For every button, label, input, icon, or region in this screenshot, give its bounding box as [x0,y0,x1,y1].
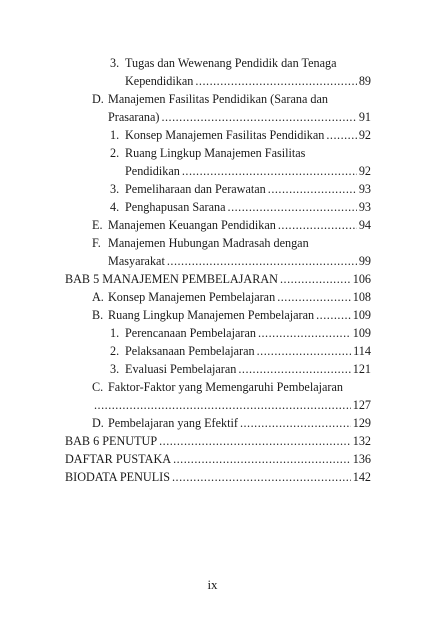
toc-entry [92,91,371,107]
leader-dots [240,415,351,431]
toc-entry-page: 92 [358,164,371,178]
toc-entry [92,217,371,233]
toc-entry [92,397,371,413]
leader-dots [258,325,351,341]
leader-dots [228,199,357,215]
toc-chapter [65,433,371,449]
toc-entry [92,289,371,305]
toc-entry-title: Faktor-Faktor yang Memengaruhi Pembelajaran [108,380,343,394]
toc-entry [110,145,371,161]
toc-chapter [65,469,371,485]
toc-entry [110,361,371,377]
toc-entry-title: Tugas dan Wewenang Pendidik dan Tenaga [125,56,337,70]
toc-entry-number: 4. [110,200,120,214]
toc-entry-page: 121 [352,362,371,376]
toc-entry-page: 91 [358,110,371,124]
toc-entry-number: B. [92,308,104,322]
toc-entry-page: 132 [352,434,371,448]
toc-entry-page: 129 [352,416,371,430]
toc-entry-title: Manajemen Fasilitas Pendidikan (Sarana dan [108,92,328,106]
toc-entry [125,163,371,179]
toc-entry-number: 3. [110,362,120,376]
toc-entry [110,343,371,359]
toc-entry [92,307,371,323]
leader-dots [195,73,356,89]
toc-entry-number: D. [92,92,104,106]
leader-dots [277,289,351,305]
toc-entry-number: 2. [110,146,120,160]
leader-dots [172,469,351,485]
toc-entry-title: BAB 5 MANAJEMEN PEMBELAJARAN [65,272,278,286]
toc-entry-page: 127 [352,398,371,412]
toc-entry-page: 93 [358,200,371,214]
toc-entry-number: 3. [110,182,120,196]
toc-entry-title: Perencanaan Pembelajaran [125,326,256,340]
toc-entry-number: 1. [110,128,120,142]
toc-entry-title: Pembelajaran yang Efektif [108,416,238,430]
toc-entry-number: D. [92,416,104,430]
toc-entry-number: 1. [110,326,120,340]
toc-entry-page: 106 [352,272,371,286]
toc-entry-number: A. [92,290,104,304]
toc-entry-title: Konsep Manajemen Fasilitas Pendidikan [125,128,325,142]
toc-entry-title: Evaluasi Pembelajaran [125,362,237,376]
page-number: ix [207,577,218,592]
toc-entry-page: 89 [358,74,371,88]
toc-entry-page: 93 [358,182,371,196]
toc-entry-title: Kependidikan [125,74,194,88]
toc-entry [125,73,371,89]
toc-entry-title: Pemeliharaan dan Perawatan [125,182,266,196]
toc-entry-title: BIODATA PENULIS [65,470,170,484]
leader-dots [326,127,356,143]
toc-chapter [65,271,371,287]
toc-entry-number: C. [92,380,104,394]
toc-entry [92,235,371,251]
toc-entry-title: Masyarakat [108,254,165,268]
leader-dots [278,217,357,233]
leader-dots [159,433,351,449]
toc-entry-title: Ruang Lingkup Manajemen Fasilitas [125,146,306,160]
leader-dots [182,163,357,179]
toc-entry-page: 142 [352,470,371,484]
toc-entry-number: F. [92,236,101,250]
toc-entry-title: Ruang Lingkup Manajemen Pembelajaran [108,308,315,322]
toc-entry-title: Konsep Manajemen Pembelajaran [108,290,276,304]
toc-entry-number: 3. [110,56,120,70]
toc-entry-page: 94 [358,218,371,232]
toc-entry-title: Manajemen Keuangan Pendidikan [108,218,276,232]
toc-entry-title: Manajemen Hubungan Madrasah dengan [108,236,309,250]
toc-entry-page: 114 [353,344,371,358]
toc-entry [110,127,371,143]
toc-entry-title: Penghapusan Sarana [125,200,226,214]
toc-entry [108,253,371,269]
leader-dots [167,253,357,269]
toc-entry-page: 136 [352,452,371,466]
toc-entry-title: Pendidikan [125,164,180,178]
toc-entry-page: 109 [352,308,371,322]
toc-entry-title: Pelaksanaan Pembelajaran [125,344,255,358]
leader-dots [94,397,351,413]
leader-dots [268,181,357,197]
toc-entry-number: E. [92,218,103,232]
toc-entry [110,199,371,215]
toc-entry-title: DAFTAR PUSTAKA [65,452,172,466]
toc-entry-page: 92 [358,128,371,142]
toc-entry-page: 99 [358,254,371,268]
toc-entry [92,415,371,431]
leader-dots [316,307,351,323]
toc-entry-page: 108 [352,290,371,304]
leader-dots [280,271,351,287]
toc-entry-title: BAB 6 PENUTUP [65,434,158,448]
leader-dots [173,451,351,467]
toc-entry [110,181,371,197]
toc-entry [110,55,371,71]
toc-entry [110,325,371,341]
leader-dots [238,361,350,377]
toc-entry-number: 2. [110,344,120,358]
toc-entry-title: Prasarana) [108,110,160,124]
leader-dots [161,109,356,125]
toc-entry [92,379,371,395]
toc-chapter [65,451,371,467]
leader-dots [257,343,352,359]
toc-entry-page: 109 [352,326,371,340]
toc-entry [108,109,371,125]
